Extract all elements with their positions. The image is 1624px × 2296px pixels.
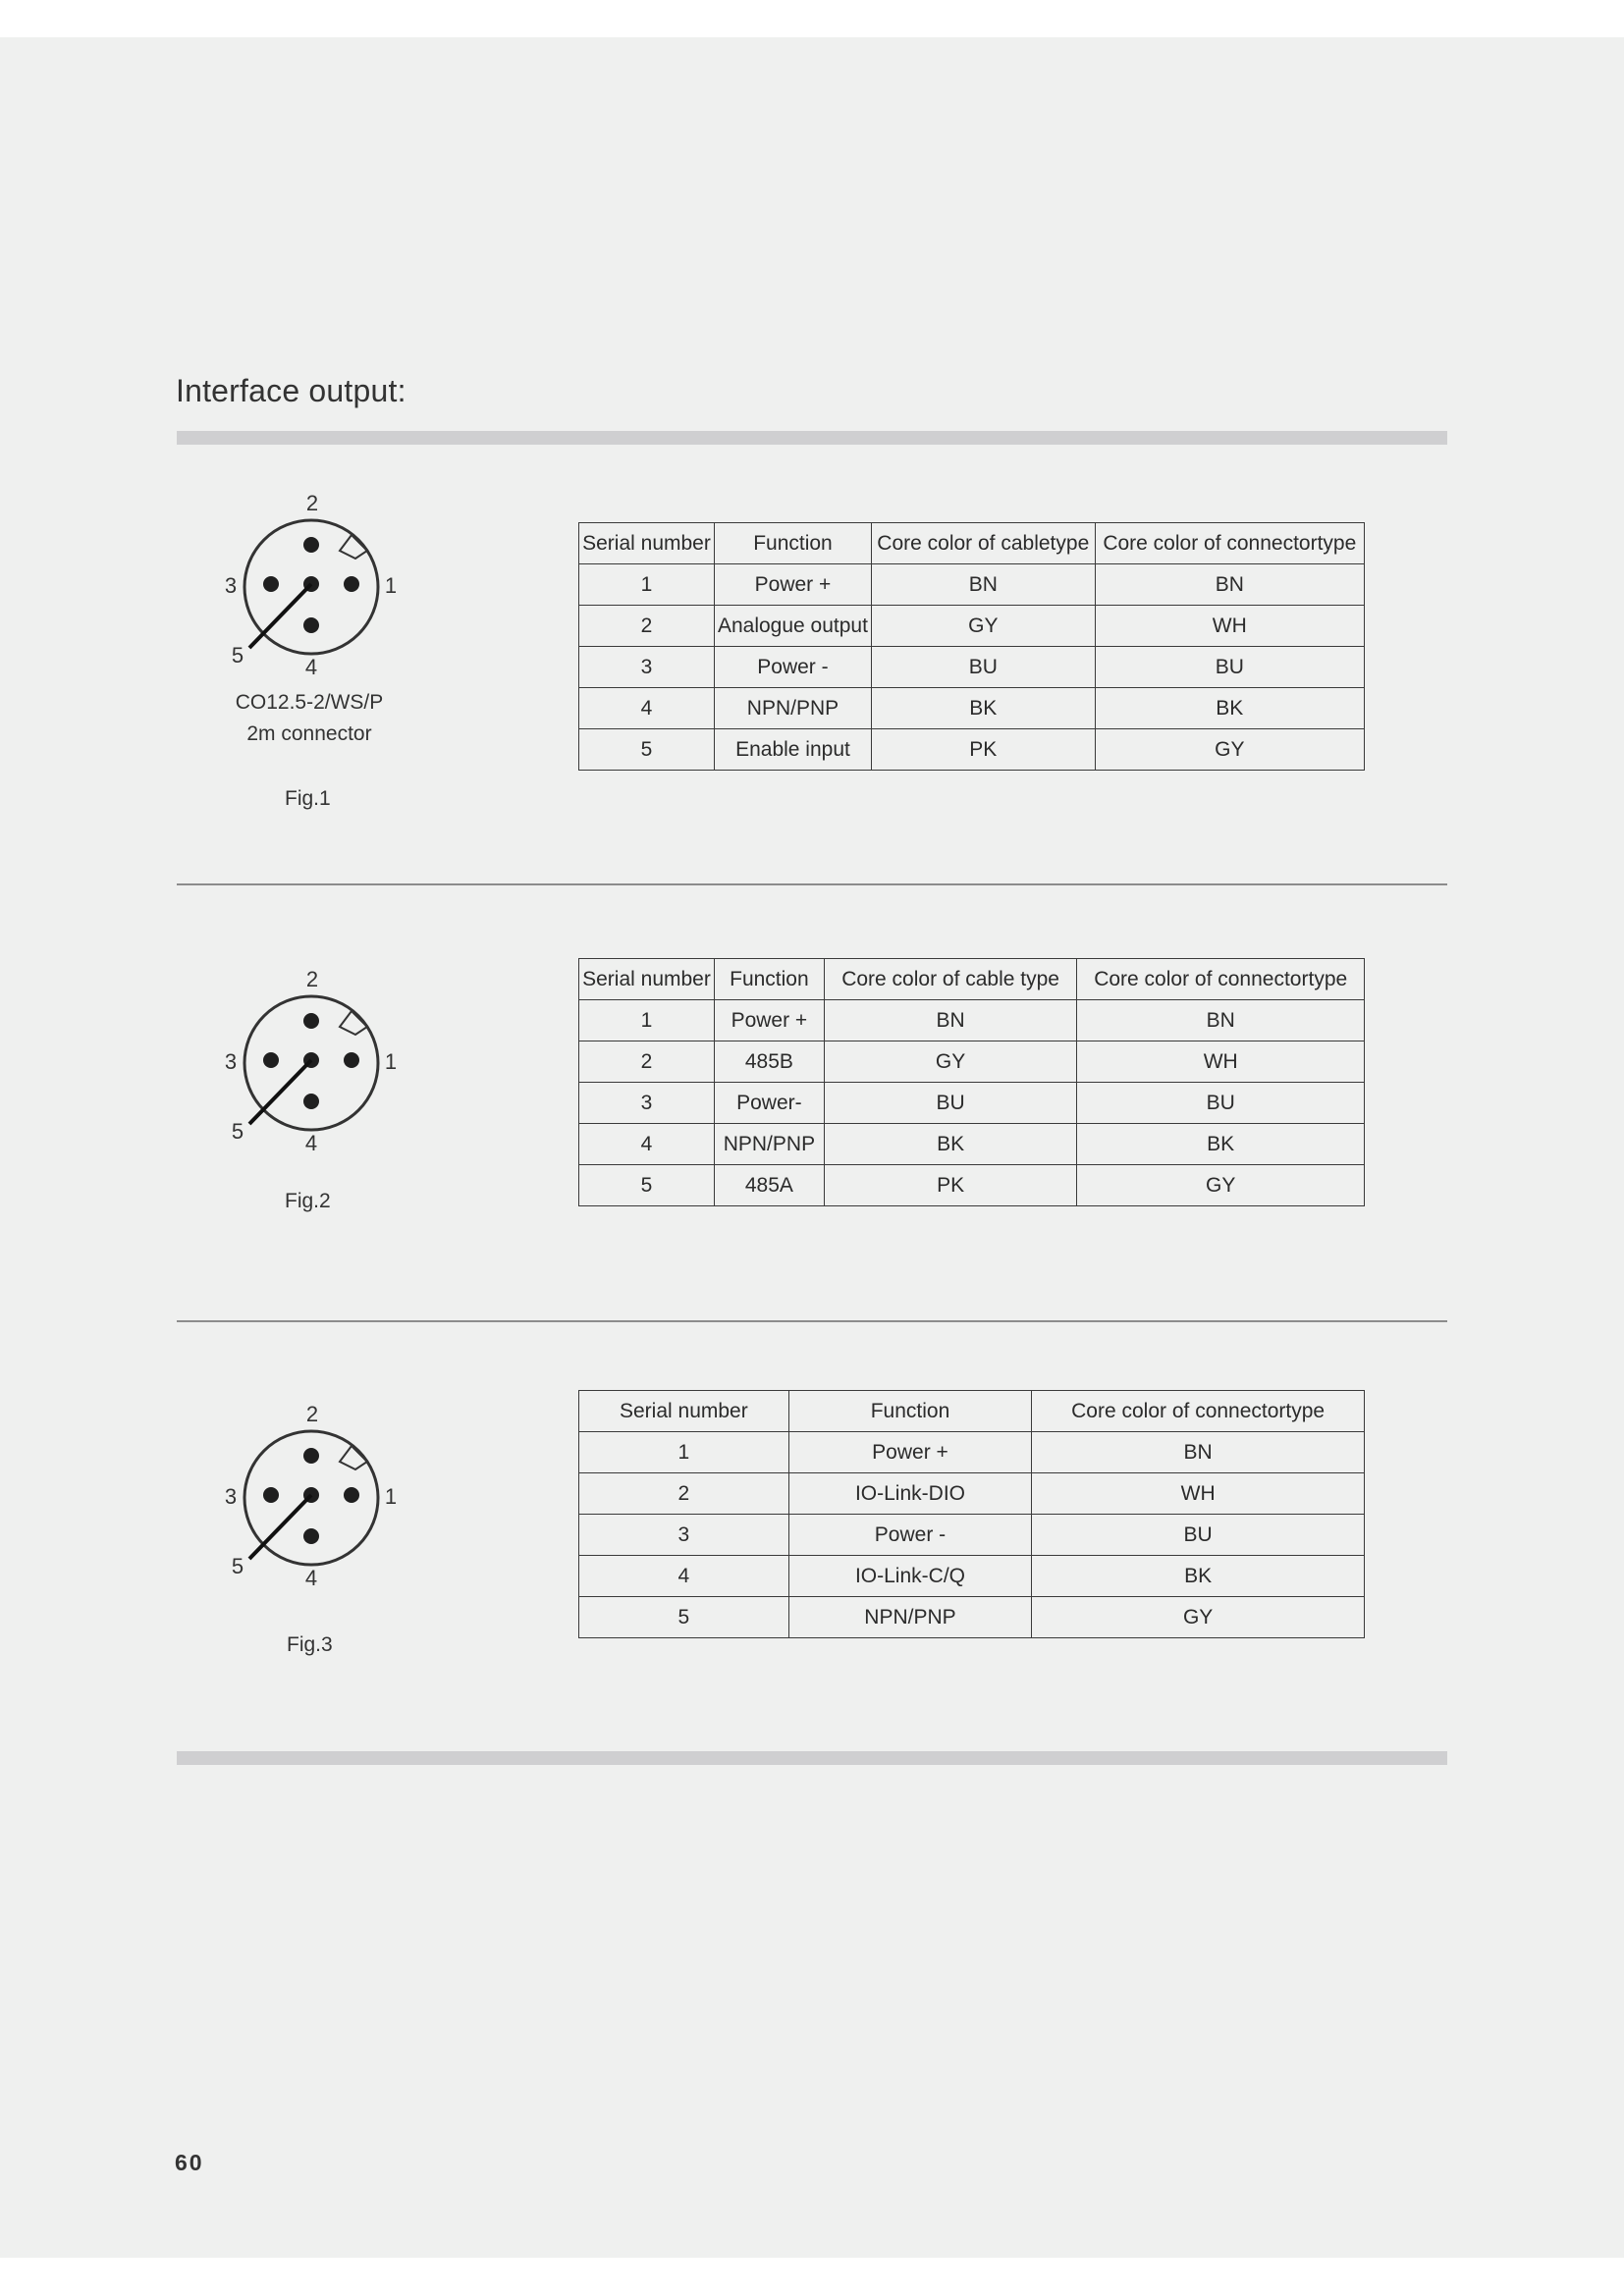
page-number: 60 bbox=[175, 2150, 204, 2175]
table-cell: BU bbox=[871, 647, 1095, 688]
column-header: Serial number bbox=[579, 1391, 789, 1432]
table-cell: GY bbox=[871, 606, 1095, 647]
table-cell: 5 bbox=[579, 729, 715, 771]
connector-pinout-diagram-fig1 bbox=[216, 486, 412, 682]
column-header: Function bbox=[714, 523, 871, 564]
figure-label-fig1: Fig.1 bbox=[285, 787, 331, 810]
pin-label-3: 3 bbox=[224, 573, 238, 598]
table-cell: Power + bbox=[714, 564, 871, 606]
table-cell: NPN/PNP bbox=[714, 688, 871, 729]
table-row bbox=[579, 1515, 1365, 1556]
connector-pinout-diagram-fig2 bbox=[216, 962, 412, 1158]
table-cell: BN bbox=[824, 1000, 1077, 1041]
table-row bbox=[579, 1124, 1365, 1165]
column-header: Core color of cabletype bbox=[871, 523, 1095, 564]
table-cell: 3 bbox=[579, 647, 715, 688]
pin-label-2: 2 bbox=[305, 1402, 319, 1426]
table-cell: 485A bbox=[714, 1165, 824, 1206]
pin-label-3: 3 bbox=[224, 1049, 238, 1074]
section-divider bbox=[177, 1320, 1447, 1322]
column-header: Core color of connectortype bbox=[1077, 959, 1365, 1000]
pinout-table-fig3 bbox=[578, 1390, 1365, 1638]
pin-label-4: 4 bbox=[304, 1131, 318, 1155]
column-header: Core color of connectortype bbox=[1032, 1391, 1365, 1432]
column-header: Serial number bbox=[579, 523, 715, 564]
table-row bbox=[579, 564, 1365, 606]
table-header-row bbox=[579, 1391, 1365, 1432]
column-header: Serial number bbox=[579, 959, 715, 1000]
table-cell: IO-Link-C/Q bbox=[788, 1556, 1032, 1597]
table-row bbox=[579, 729, 1365, 771]
table-cell: Power- bbox=[714, 1083, 824, 1124]
table-row bbox=[579, 1165, 1365, 1206]
table-cell: BK bbox=[1032, 1556, 1365, 1597]
table-cell: BN bbox=[871, 564, 1095, 606]
table-cell: BN bbox=[1032, 1432, 1365, 1473]
table-row bbox=[579, 688, 1365, 729]
table-row bbox=[579, 1000, 1365, 1041]
table-cell: Enable input bbox=[714, 729, 871, 771]
figure-label-fig2: Fig.2 bbox=[285, 1190, 331, 1212]
table-cell: Power + bbox=[788, 1432, 1032, 1473]
table-cell: PK bbox=[824, 1165, 1077, 1206]
table-row bbox=[579, 1556, 1365, 1597]
table-cell: BK bbox=[871, 688, 1095, 729]
table-row bbox=[579, 647, 1365, 688]
table-cell: GY bbox=[1077, 1165, 1365, 1206]
pinout-table-fig2 bbox=[578, 958, 1365, 1206]
table-row bbox=[579, 1083, 1365, 1124]
table-cell: BU bbox=[824, 1083, 1077, 1124]
pin-label-1: 1 bbox=[384, 1484, 398, 1509]
table-cell: Analogue output bbox=[714, 606, 871, 647]
table-cell: 3 bbox=[579, 1515, 789, 1556]
table-cell: 485B bbox=[714, 1041, 824, 1083]
table-cell: BN bbox=[1077, 1000, 1365, 1041]
connector-model-caption: CO12.5-2/WS/P bbox=[235, 691, 384, 714]
table-row bbox=[579, 1473, 1365, 1515]
section-divider bbox=[177, 883, 1447, 885]
table-cell: BK bbox=[1095, 688, 1364, 729]
pin-label-5: 5 bbox=[231, 1554, 244, 1578]
column-header: Function bbox=[714, 959, 824, 1000]
table-cell: Power - bbox=[714, 647, 871, 688]
table-cell: GY bbox=[824, 1041, 1077, 1083]
table-cell: Power - bbox=[788, 1515, 1032, 1556]
pin-label-2: 2 bbox=[305, 967, 319, 991]
table-cell: 1 bbox=[579, 564, 715, 606]
table-cell: WH bbox=[1032, 1473, 1365, 1515]
table-cell: BU bbox=[1077, 1083, 1365, 1124]
table-cell: 1 bbox=[579, 1000, 715, 1041]
table-cell: GY bbox=[1095, 729, 1364, 771]
table-header-row bbox=[579, 959, 1365, 1000]
table-cell: GY bbox=[1032, 1597, 1365, 1638]
table-cell: 2 bbox=[579, 1473, 789, 1515]
pin-label-4: 4 bbox=[304, 655, 318, 679]
table-cell: NPN/PNP bbox=[714, 1124, 824, 1165]
pin-label-5: 5 bbox=[231, 643, 244, 667]
table-cell: 4 bbox=[579, 688, 715, 729]
connector-length-caption: 2m connector bbox=[246, 722, 372, 745]
table-cell: 2 bbox=[579, 1041, 715, 1083]
page-title: Interface output: bbox=[176, 373, 406, 408]
table-cell: 4 bbox=[579, 1556, 789, 1597]
pin-label-4: 4 bbox=[304, 1566, 318, 1590]
bottom-section-bar bbox=[177, 1751, 1447, 1765]
pin-label-3: 3 bbox=[224, 1484, 238, 1509]
column-header: Function bbox=[788, 1391, 1032, 1432]
table-cell: IO-Link-DIO bbox=[788, 1473, 1032, 1515]
table-cell: BK bbox=[1077, 1124, 1365, 1165]
table-cell: 5 bbox=[579, 1165, 715, 1206]
table-cell: PK bbox=[871, 729, 1095, 771]
column-header: Core color of connectortype bbox=[1095, 523, 1364, 564]
table-cell: BU bbox=[1032, 1515, 1365, 1556]
column-header: Core color of cable type bbox=[824, 959, 1077, 1000]
table-cell: 1 bbox=[579, 1432, 789, 1473]
top-section-bar bbox=[177, 431, 1447, 445]
table-cell: 5 bbox=[579, 1597, 789, 1638]
table-cell: WH bbox=[1077, 1041, 1365, 1083]
pin-label-5: 5 bbox=[231, 1119, 244, 1144]
table-cell: WH bbox=[1095, 606, 1364, 647]
table-header-row bbox=[579, 523, 1365, 564]
table-row bbox=[579, 606, 1365, 647]
table-row bbox=[579, 1597, 1365, 1638]
table-cell: 2 bbox=[579, 606, 715, 647]
table-row bbox=[579, 1432, 1365, 1473]
pin-label-2: 2 bbox=[305, 491, 319, 515]
table-row bbox=[579, 1041, 1365, 1083]
pin-label-1: 1 bbox=[384, 573, 398, 598]
table-cell: Power + bbox=[714, 1000, 824, 1041]
figure-label-fig3: Fig.3 bbox=[287, 1633, 333, 1656]
table-cell: BK bbox=[824, 1124, 1077, 1165]
connector-pinout-diagram-fig3 bbox=[216, 1397, 412, 1593]
table-cell: 3 bbox=[579, 1083, 715, 1124]
pinout-table-fig1 bbox=[578, 522, 1365, 771]
table-cell: 4 bbox=[579, 1124, 715, 1165]
pin-label-1: 1 bbox=[384, 1049, 398, 1074]
table-cell: BN bbox=[1095, 564, 1364, 606]
table-cell: NPN/PNP bbox=[788, 1597, 1032, 1638]
table-cell: BU bbox=[1095, 647, 1364, 688]
